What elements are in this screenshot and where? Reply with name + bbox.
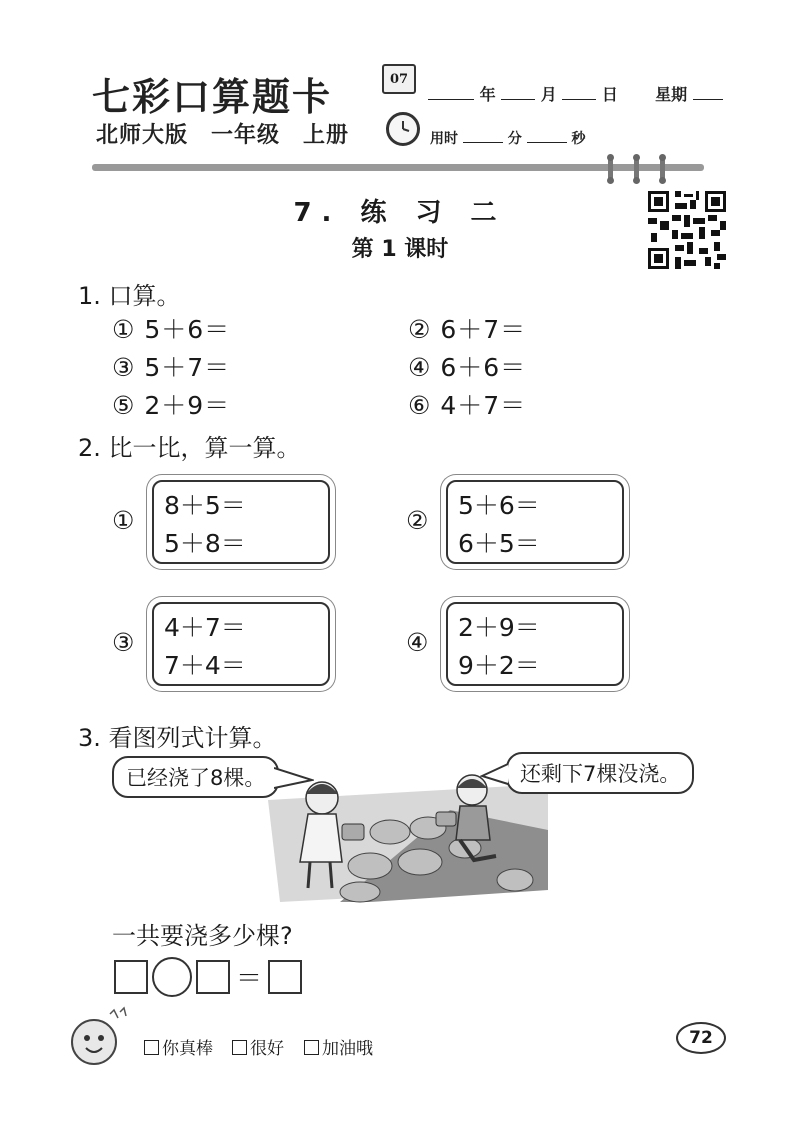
binder-ring-icon xyxy=(608,158,613,180)
q2-expression: 7＋4＝ xyxy=(164,651,246,680)
q2-compare-box xyxy=(446,480,624,564)
lesson-subtitle: 第 1 课时 xyxy=(351,237,449,262)
brand-title: 七彩口算题卡 xyxy=(92,74,333,119)
time-used-line xyxy=(430,128,586,148)
q2-compare-box xyxy=(152,480,330,564)
q2-expression: 9＋2＝ xyxy=(458,651,540,680)
binder-ring-icon xyxy=(660,158,665,180)
date-line xyxy=(428,82,723,105)
lesson-title: 7. 练 习 二 xyxy=(293,198,507,228)
date-month-label: 月 xyxy=(540,85,557,104)
speech-bubble-left: 已经浇了8棵。 xyxy=(112,756,279,798)
answer-box[interactable] xyxy=(114,960,148,994)
q2-group-label: ③ xyxy=(112,628,135,657)
speech-bubble-right: 还剩下7棵没浇。 xyxy=(506,752,694,794)
checkbox-icon[interactable] xyxy=(304,1040,319,1055)
q2-expression: 8＋5＝ xyxy=(164,491,246,520)
q1-item: ⑤ 2＋9＝ xyxy=(112,391,231,420)
q2-compare-box xyxy=(446,602,624,686)
q1-item: ⑥ 4＋7＝ xyxy=(408,391,527,420)
question-3-prompt: 一共要浇多少棵? xyxy=(112,922,293,950)
rating-option[interactable]: 你真棒 xyxy=(144,1034,213,1059)
q2-group-label: ④ xyxy=(406,628,429,657)
mascot-icon xyxy=(66,1006,132,1072)
minutes-label: 分 xyxy=(507,131,522,147)
qr-code-icon xyxy=(648,190,726,270)
speech-bubble-tail xyxy=(274,766,314,792)
q1-item: ③ 5＋7＝ xyxy=(112,353,231,382)
q1-item: ④ 6＋6＝ xyxy=(408,353,527,382)
question-2-heading: 2. 比一比，算一算。 xyxy=(78,434,301,462)
equals-sign: ＝ xyxy=(236,964,263,994)
time-used-label: 用时 xyxy=(430,131,458,147)
q2-expression: 6＋5＝ xyxy=(458,529,540,558)
q2-expression: 5＋6＝ xyxy=(458,491,540,520)
seconds-label: 秒 xyxy=(571,131,586,147)
rating-option[interactable]: 加油哦 xyxy=(304,1034,373,1059)
page-number: 72 xyxy=(676,1022,726,1054)
answer-box[interactable] xyxy=(268,960,302,994)
q2-compare-box xyxy=(152,602,330,686)
speech-bubble-tail xyxy=(480,762,510,788)
rating-option[interactable]: 很好 xyxy=(232,1034,284,1059)
q1-item: ② 6＋7＝ xyxy=(408,315,527,344)
date-week-label: 星期 xyxy=(655,85,688,104)
checkbox-icon[interactable] xyxy=(144,1040,159,1055)
q2-group-label: ② xyxy=(406,506,429,535)
question-3-heading: 3. 看图列式计算。 xyxy=(78,724,277,752)
edition-label: 北师大版 一年级 上册 xyxy=(96,123,350,148)
binder-ring-icon xyxy=(634,158,639,180)
clock-icon xyxy=(386,112,420,146)
date-day-label: 日 xyxy=(601,85,618,104)
question-1-heading: 1. 口算。 xyxy=(78,282,181,310)
answer-box[interactable] xyxy=(196,960,230,994)
operator-circle[interactable] xyxy=(152,957,192,997)
q2-expression: 2＋9＝ xyxy=(458,613,540,642)
date-year-label: 年 xyxy=(479,85,496,104)
q2-expression: 5＋8＝ xyxy=(164,529,246,558)
checkbox-icon[interactable] xyxy=(232,1040,247,1055)
q1-item: ① 5＋6＝ xyxy=(112,315,231,344)
calendar-icon: 07 xyxy=(382,64,416,94)
q2-group-label: ① xyxy=(112,506,135,535)
q2-expression: 4＋7＝ xyxy=(164,613,246,642)
